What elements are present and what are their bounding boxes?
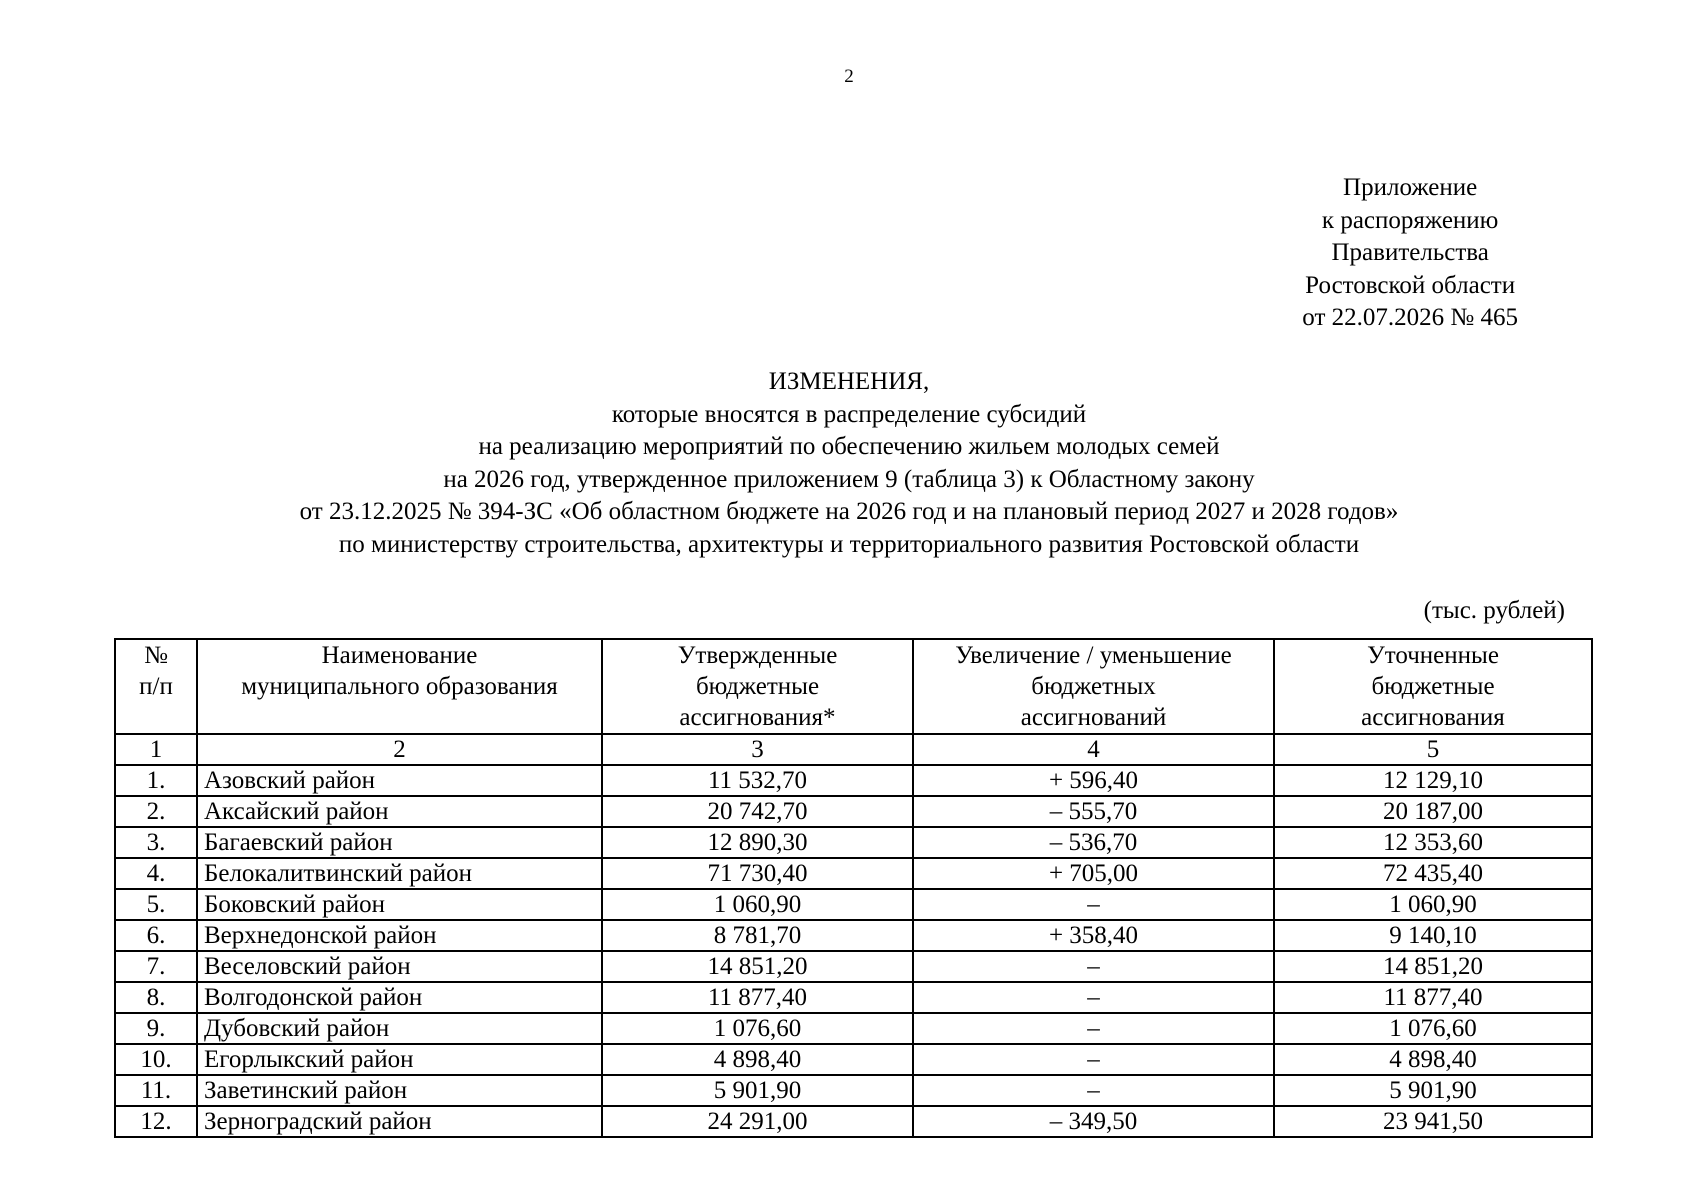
title-line: на 2026 год, утвержденное приложением 9 (таблица 3) к Областному закону [443, 465, 1255, 493]
appendix-line: Приложение [1343, 174, 1478, 201]
refined-amount-cell: 4 898,40 [1274, 1044, 1592, 1075]
title-line: по министерству строительства, архитектуры и территориального развития Ростовской области [338, 530, 1360, 558]
municipality-name-cell: Заветинский район [197, 1075, 602, 1106]
approved-amount-cell: 5 901,90 [602, 1075, 913, 1106]
appendix-line: Правительства [1331, 239, 1489, 266]
header-name: Наименование муниципального образования [197, 639, 602, 734]
header-change: Увеличение / уменьшение бюджетных ассигнований [913, 639, 1274, 734]
table-row [115, 1044, 1592, 1075]
column-number: 3 [602, 734, 913, 765]
change-amount-cell: – [913, 982, 1274, 1013]
refined-amount-cell: 20 187,00 [1274, 796, 1592, 827]
appendix-line: Ростовской области [1305, 271, 1516, 299]
row-number-cell: 5. [115, 889, 197, 920]
table-row [115, 951, 1592, 982]
municipality-name-cell: Волгодонской район [197, 982, 602, 1013]
row-number-cell: 2. [115, 796, 197, 827]
refined-amount-cell: 23 941,50 [1274, 1106, 1592, 1137]
table-row [115, 920, 1592, 951]
row-number-cell: 4. [115, 858, 197, 889]
municipality-name-cell: Веселовский район [197, 951, 602, 982]
title-line: от 23.12.2025 № 394-ЗС «Об областном бюджете на 2026 год и на плановый период 2027 и 2028 годов» [299, 498, 1399, 526]
subsidy-table [114, 638, 1593, 1138]
approved-amount-cell: 1 076,60 [602, 1013, 913, 1044]
change-amount-cell: – 349,50 [913, 1106, 1274, 1137]
approved-amount-cell: 12 890,30 [602, 827, 913, 858]
refined-amount-cell: 1 060,90 [1274, 889, 1592, 920]
appendix-line: от 22.07.2026 № 465 [1302, 304, 1518, 331]
change-amount-cell: + 705,00 [913, 858, 1274, 889]
column-number: 1 [115, 734, 197, 765]
table-row [115, 765, 1592, 796]
change-amount-cell: + 358,40 [913, 920, 1274, 951]
header-refined: Уточненные бюджетные ассигнования [1274, 639, 1592, 734]
change-amount-cell: + 596,40 [913, 765, 1274, 796]
column-numbers-row [115, 734, 1592, 765]
refined-amount-cell: 12 129,10 [1274, 765, 1592, 796]
row-number-cell: 8. [115, 982, 197, 1013]
change-amount-cell: – 536,70 [913, 827, 1274, 858]
column-number: 2 [197, 734, 602, 765]
table-row [115, 982, 1592, 1013]
row-number-cell: 7. [115, 951, 197, 982]
approved-amount-cell: 8 781,70 [602, 920, 913, 951]
table-row [115, 1075, 1592, 1106]
title-line: которые вносятся в распределение субсидий [611, 400, 1087, 428]
approved-amount-cell: 11 532,70 [602, 765, 913, 796]
municipality-name-cell: Зерноградский район [197, 1106, 602, 1137]
refined-amount-cell: 11 877,40 [1274, 982, 1592, 1013]
header-approved: Утвержденные бюджетные ассигнования* [602, 639, 913, 734]
refined-amount-cell: 14 851,20 [1274, 951, 1592, 982]
change-amount-cell: – [913, 889, 1274, 920]
column-number: 4 [913, 734, 1274, 765]
row-number-cell: 6. [115, 920, 197, 951]
municipality-name-cell: Боковский район [197, 889, 602, 920]
approved-amount-cell: 20 742,70 [602, 796, 913, 827]
title-heading: ИЗМЕНЕНИЯ, [768, 368, 930, 395]
row-number-cell: 12. [115, 1106, 197, 1137]
document-title [0, 366, 1698, 562]
approved-amount-cell: 24 291,00 [602, 1106, 913, 1137]
page-number: 2 [844, 66, 854, 87]
table-row [115, 1013, 1592, 1044]
row-number-cell: 1. [115, 765, 197, 796]
change-amount-cell: – [913, 1013, 1274, 1044]
approved-amount-cell: 11 877,40 [602, 982, 913, 1013]
table-row [115, 827, 1592, 858]
appendix-line: к распоряжению [1321, 206, 1499, 234]
table-row [115, 796, 1592, 827]
approved-amount-cell: 4 898,40 [602, 1044, 913, 1075]
unit-label: (тыс. рублей) [1423, 597, 1565, 624]
refined-amount-cell: 72 435,40 [1274, 858, 1592, 889]
refined-amount-cell: 1 076,60 [1274, 1013, 1592, 1044]
row-number-cell: 3. [115, 827, 197, 858]
row-number-cell: 10. [115, 1044, 197, 1075]
column-number: 5 [1274, 734, 1592, 765]
change-amount-cell: – [913, 1075, 1274, 1106]
municipality-name-cell: Верхнедонской район [197, 920, 602, 951]
refined-amount-cell: 5 901,90 [1274, 1075, 1592, 1106]
table-header-row [115, 639, 1592, 734]
approved-amount-cell: 1 060,90 [602, 889, 913, 920]
municipality-name-cell: Багаевский район [197, 827, 602, 858]
table-row [115, 889, 1592, 920]
appendix-block [1302, 172, 1518, 335]
municipality-name-cell: Егорлыкский район [197, 1044, 602, 1075]
change-amount-cell: – 555,70 [913, 796, 1274, 827]
municipality-name-cell: Дубовский район [197, 1013, 602, 1044]
row-number-cell: 9. [115, 1013, 197, 1044]
row-number-cell: 11. [115, 1075, 197, 1106]
header-number: № п/п [115, 639, 197, 734]
approved-amount-cell: 71 730,40 [602, 858, 913, 889]
title-line: на реализацию мероприятий по обеспечению жильем молодых семей [478, 433, 1220, 461]
municipality-name-cell: Белокалитвинский район [197, 858, 602, 889]
refined-amount-cell: 9 140,10 [1274, 920, 1592, 951]
change-amount-cell: – [913, 1044, 1274, 1075]
table-row [115, 1106, 1592, 1137]
municipality-name-cell: Аксайский район [197, 796, 602, 827]
municipality-name-cell: Азовский район [197, 765, 602, 796]
approved-amount-cell: 14 851,20 [602, 951, 913, 982]
table-row [115, 858, 1592, 889]
change-amount-cell: – [913, 951, 1274, 982]
refined-amount-cell: 12 353,60 [1274, 827, 1592, 858]
